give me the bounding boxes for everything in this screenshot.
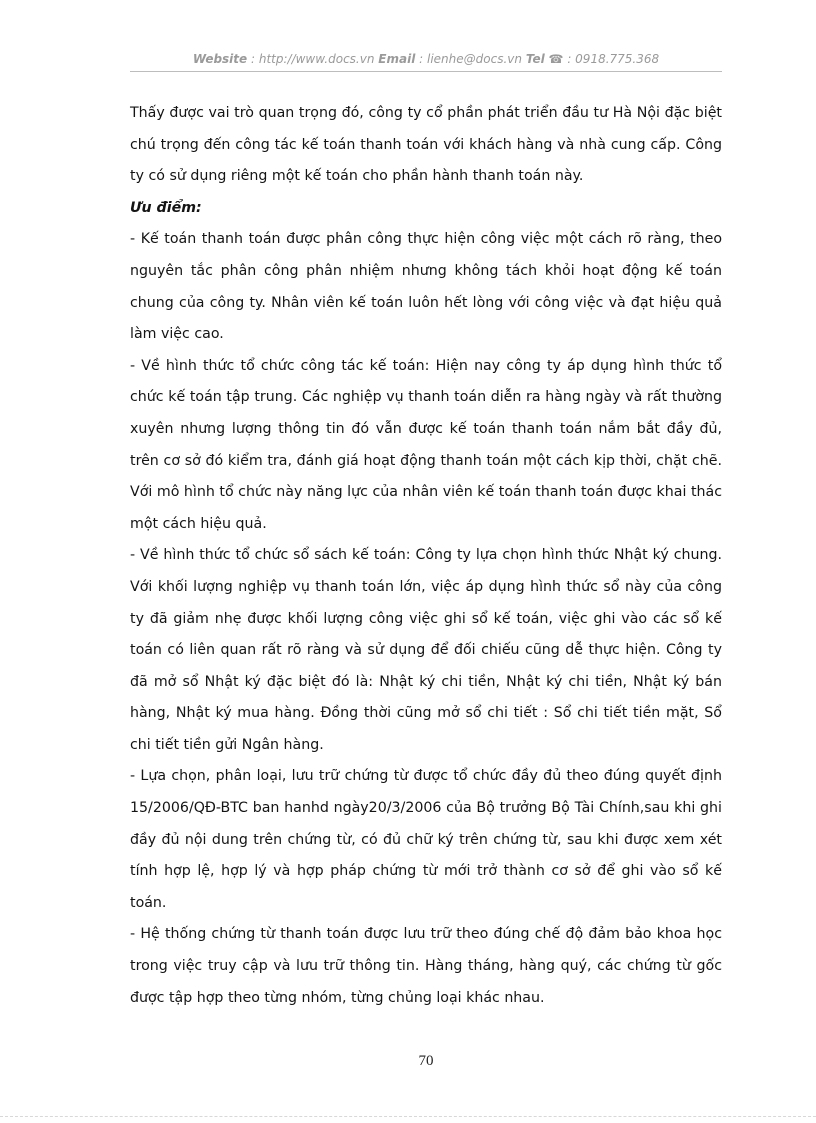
paragraph-document-system: - Hệ thống chứng từ thanh toán được lưu trữ theo đúng chế độ đảm bảo khoa học trong việc truy cập và lưu trữ thông tin. Hàng tháng, hàng quý, các chứng từ gốc được tập hợp theo từng nhóm, từng chủng loại khác nhau.: [130, 926, 722, 1006]
tel-value: : 0918.775.368: [567, 52, 660, 66]
header-divider: [130, 71, 722, 72]
paragraph-document-storage: - Lựa chọn, phân loại, lưu trữ chứng từ được tổ chức đầy đủ theo đúng quyết định 15/2006/QĐ-BTC ban hanhd ngày20/3/2006 của Bộ trưởng Bộ Tài Chính,sau khi ghi đầy đủ nội dung trên chứng từ, có đủ chữ ký trên chứng từ, sau khi được xem xét tính hợp lệ, hợp lý và hợp pháp chứng từ mới trở thành cơ sở để ghi vào sổ kế toán.: [130, 768, 722, 911]
email-value[interactable]: : lienhe@docs.vn: [419, 52, 522, 66]
document-body: [130, 98, 722, 1014]
page-header: [130, 52, 722, 66]
tel-label: Tel: [525, 52, 545, 66]
phone-icon: ☎: [548, 52, 564, 66]
paragraph-bookkeeping-form: - Về hình thức tổ chức sổ sách kế toán: Công ty lựa chọn hình thức Nhật ký chung. Với khối lượng nghiệp vụ thanh toán lớn, việc áp dụng hình thức sổ này của công ty đã giảm nhẹ được khối lượng công việc ghi sổ kế toán, việc ghi vào các sổ kế toán có liên quan rất rõ ràng và sử dụng để đối chiếu cũng dễ thực hiện. Công ty đã mở sổ Nhật ký đặc biệt đó là: Nhật ký chi tiền, Nhật ký chi tiền, Nhật ký bán hàng, Nhật ký mua hàng. Đồng thời cũng mở sổ chi tiết : Sổ chi tiết tiền mặt, Sổ chi tiết tiền gửi Ngân hàng.: [130, 547, 722, 753]
website-value[interactable]: : http://www.docs.vn: [251, 52, 375, 66]
website-label: Website: [192, 52, 248, 66]
footer-divider: [0, 1116, 816, 1117]
email-label: Email: [378, 52, 416, 66]
page-number: 70: [418, 1053, 434, 1069]
intro-paragraph: Thấy được vai trò quan trọng đó, công ty cổ phần phát triển đầu tư Hà Nội đặc biệt chú trọng đến công tác kế toán thanh toán với khách hàng và nhà cung cấp. Công ty có sử dụng riêng một kế toán cho phần hành thanh toán này.: [130, 105, 722, 185]
paragraph-accounting-organization: - Về hình thức tổ chức công tác kế toán: Hiện nay công ty áp dụng hình thức tổ chức kế toán tập trung. Các nghiệp vụ thanh toán diễn ra hàng ngày và rất thường xuyên nhưng lượng thông tin đó vẫn được kế toán thanh toán nắm bắt đầy đủ, trên cơ sở đó kiểm tra, đánh giá hoạt động thanh toán một cách kịp thời, chặt chẽ. Với mô hình tổ chức này năng lực của nhân viên kế toán thanh toán được khai thác một cách hiệu quả.: [130, 357, 722, 532]
advantages-heading: Ưu điểm:: [130, 199, 202, 216]
paragraph-task-allocation: - Kế toán thanh toán được phân công thực hiện công việc một cách rõ ràng, theo nguyên tắc phân công phân nhiệm nhưng không tách khỏi hoạt động kế toán chung của công ty. Nhân viên kế toán luôn hết lòng với công việc và đạt hiệu quả làm việc cao.: [130, 231, 722, 343]
